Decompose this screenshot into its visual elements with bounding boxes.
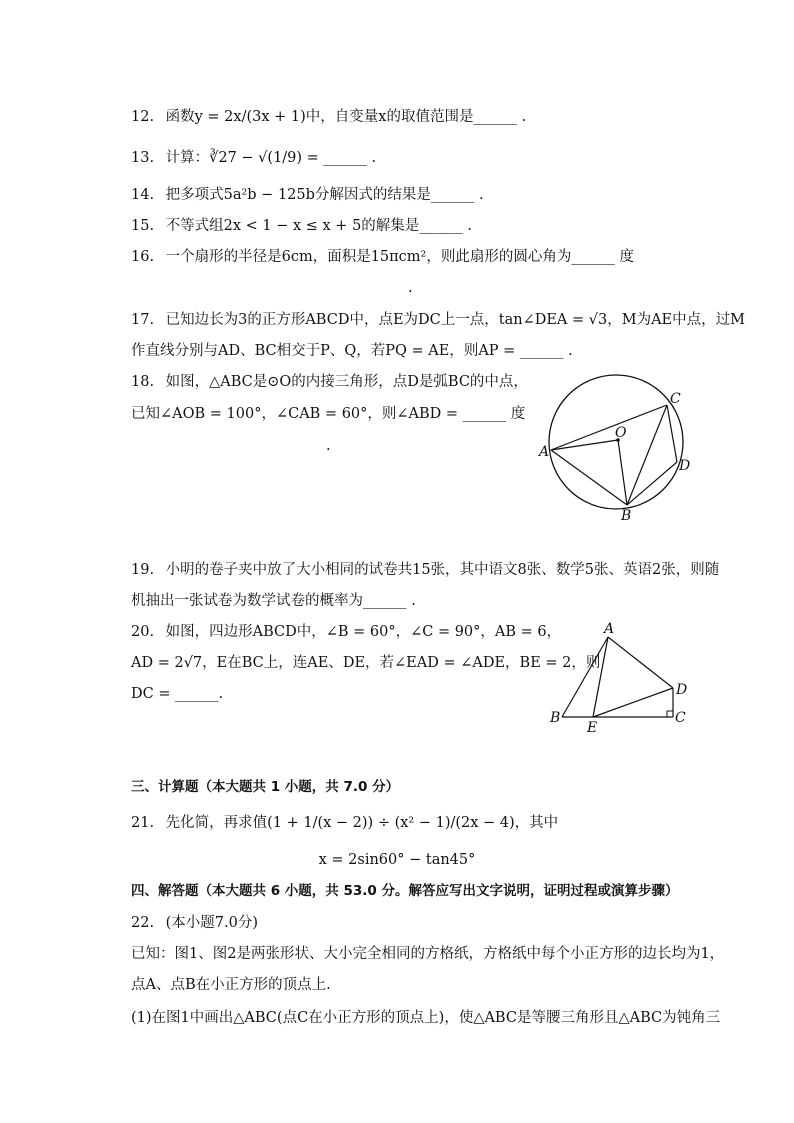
question-14 — [131, 185, 484, 205]
question-text: 计算：∛27 − √(1/9) = ______ . — [165, 150, 377, 166]
question-20-line3: DC = ______. — [131, 686, 224, 702]
quadrilateral-figure — [545, 620, 695, 735]
question-18 — [131, 372, 528, 392]
question-21 — [131, 813, 558, 833]
question-18-tail: . — [326, 438, 331, 454]
question-number: 17. — [131, 312, 155, 328]
section-4-title: 四、解答题（本大题共 6 小题，共 53.0 分。解答应写出文字说明，证明过程或演算步骤） — [131, 883, 679, 899]
segment-ac — [551, 405, 667, 450]
question-header: (本小题7.0分) — [165, 915, 258, 931]
question-17-line2: 作直线分别与AD、BC相交于P、Q，若PQ = AE，则AP = ______ . — [131, 343, 573, 359]
question-text: 把多项式5a²b − 125b分解因式的结果是______ . — [165, 187, 484, 203]
question-number: 16. — [131, 249, 155, 265]
question-20 — [131, 622, 561, 642]
question-17 — [131, 310, 745, 330]
question-21-condition: x = 2sin60° − tan45° — [318, 852, 476, 868]
question-20-line2: AD = 2√7，E在BC上，连AE、DE，若∠EAD = ∠ADE，BE = 2，则 — [131, 655, 601, 671]
question-number: 12. — [131, 109, 155, 125]
segment-ab — [551, 450, 627, 505]
label-c: C — [670, 391, 681, 407]
question-16-tail: . — [408, 280, 413, 296]
question-19 — [131, 560, 719, 580]
circle-o — [549, 375, 683, 509]
label-a: A — [604, 621, 615, 637]
segment-cb — [627, 405, 667, 505]
section-3-title: 三、计算题（本大题共 1 小题，共 7.0 分） — [131, 779, 400, 795]
segment-ob — [618, 440, 627, 505]
label-b: B — [550, 710, 561, 726]
segment-ao — [551, 440, 618, 450]
segment-cd — [667, 405, 677, 462]
question-text: 如图，△ABC是⊙O的内接三角形，点D是弧BC的中点， — [165, 374, 528, 390]
label-b: B — [621, 508, 632, 524]
label-e: E — [587, 720, 598, 735]
label-d: D — [676, 682, 688, 698]
question-number: 15. — [131, 218, 155, 234]
question-number: 19. — [131, 562, 155, 578]
question-16 — [131, 247, 634, 267]
question-22-line3: (1)在图1中画出△ABC(点C在小正方形的顶点上)，使△ABC是等腰三角形且△ABC为钝角三 — [131, 1010, 721, 1026]
question-15 — [131, 216, 472, 236]
question-19-line2: 机抽出一张试卷为数学试卷的概率为______ . — [131, 593, 416, 609]
question-text: 已知边长为3的正方形ABCD中，点E为DC上一点，tan∠DEA = √3，M为AE中点，过M — [165, 312, 745, 328]
question-text: 小明的卷子夹中放了大小相同的试卷共15张，其中语文8张、数学5张、英语2张，则随 — [165, 562, 720, 578]
question-22-line1: 已知：图1、图2是两张形状、大小完全相同的方格纸，方格纸中每个小正方形的边长均为1， — [131, 946, 725, 962]
question-text: 不等式组2x < 1 − x ≤ x + 5的解集是______ . — [165, 218, 473, 234]
question-number: 22. — [131, 915, 155, 931]
right-angle-mark — [667, 711, 673, 717]
segment-ed — [593, 688, 673, 717]
circle-triangle-figure — [535, 370, 695, 525]
question-text: 函数y = 2x/(3x + 1)中，自变量x的取值范围是______ . — [165, 109, 527, 125]
question-number: 14. — [131, 187, 155, 203]
label-c: C — [675, 710, 686, 726]
question-number: 21. — [131, 815, 155, 831]
question-22-line2: 点A、点B在小正方形的顶点上. — [131, 977, 331, 993]
question-number: 13. — [131, 150, 155, 166]
question-text: 一个扇形的半径是6cm，面积是15πcm²，则此扇形的圆心角为______ 度 — [165, 249, 634, 265]
label-a: A — [539, 444, 550, 460]
segment-da — [608, 637, 673, 688]
label-d: D — [679, 458, 691, 474]
question-text: 先化简，再求值(1 + 1/(x − 2)) ÷ (x² − 1)/(2x − 4)，其中 — [165, 815, 559, 831]
question-18-line2: 已知∠AOB = 100°，∠CAB = 60°，则∠ABD = ______ 度 — [131, 406, 526, 422]
question-number: 20. — [131, 624, 155, 640]
question-number: 18. — [131, 374, 155, 390]
label-o: O — [615, 425, 627, 441]
question-13 — [131, 148, 376, 168]
question-22 — [131, 913, 258, 933]
question-12 — [131, 107, 526, 127]
question-text: 如图，四边形ABCD中，∠B = 60°，∠C = 90°，AB = 6， — [165, 624, 562, 640]
